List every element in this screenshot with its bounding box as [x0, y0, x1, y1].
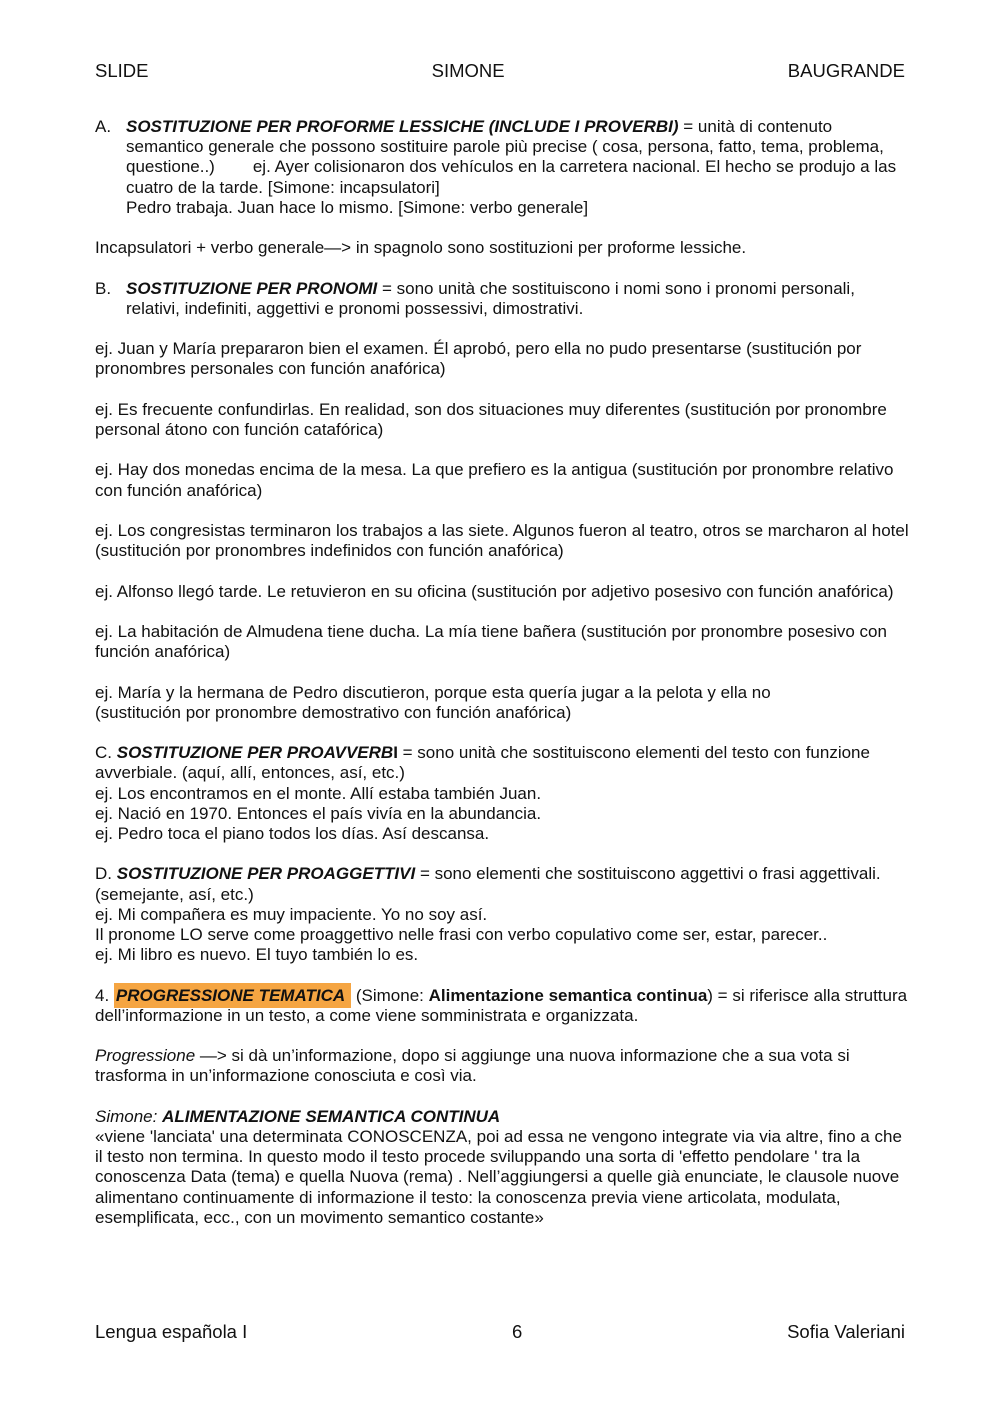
section-b-title: SOSTITUZIONE PER PRONOMI — [126, 278, 378, 298]
simone-quote-label: Simone: — [95, 1106, 163, 1126]
page-number: 6 — [512, 1321, 523, 1342]
section-a-text: = unità di contenuto semantico generale che possono sostituire parole più precise ( cosa, persona, fatto, tema, problema, questione..) — [126, 117, 884, 177]
section-b-marker: B. — [95, 278, 112, 298]
example-b3: ej. Hay dos monedas encima de la mesa. La que prefiero es la antigua (sustitución por pronombre relativo con función anafórica) — [95, 460, 894, 500]
section-c-marker: C. — [95, 743, 112, 763]
section-d-line-3: ej. Mi libro es nuevo. El tuyo también lo es. — [95, 945, 419, 965]
example-b4 — [95, 521, 910, 561]
footer-right: Sofia Valeriani — [787, 1321, 905, 1342]
example-b4-line1: ej. Los congresistas terminaron los trabajos a las siete. Algunos fueron al teatro, otros se marcharon al hotel — [95, 520, 909, 540]
section-a-line2: Pedro trabaja. Juan hace lo mismo. [Simone: verbo generale] — [126, 197, 589, 217]
section-d-line-1: ej. Mi compañera es muy impaciente. Yo no soy así. — [95, 904, 488, 924]
example-b1: ej. Juan y María prepararon bien el examen. Él aprobó, pero ella no pudo presentarse (sustitución por pronombres personales con función anafórica) — [95, 339, 862, 379]
example-b7-line2: (sustitución por pronombre demostrativo con función anafórica) — [95, 702, 572, 722]
page-header — [95, 60, 905, 82]
section-4-simone-bold: Alimentazione semantica continua — [428, 985, 708, 1005]
section-4-title-highlight: PROGRESSIONE TEMATICA — [114, 983, 351, 1008]
section-c — [95, 743, 910, 844]
example-b7 — [95, 683, 910, 723]
section-a — [95, 117, 910, 218]
section-b-text: = sono unità che sostituiscono i nomi sono i pronomi personali, relativi, indefiniti, aggettivi e pronomi possessivi, dimostrativi. — [126, 278, 855, 318]
section-c-example-2: ej. Nació en 1970. Entonces el país vivía en la abundancia. — [95, 803, 542, 823]
progressione-text: —> si dà un’informazione, dopo si aggiunge una nuova informazione che a sua vota si trasforma in un’informazione conosciuta e così via. — [95, 1046, 850, 1086]
section-d — [95, 864, 910, 965]
simone-quote-text: «viene 'lanciata' una determinata CONOSCENZA, poi ad essa ne vengono integrate via via altre, fino a che il testo non termina. In questo modo il testo procede sviluppando una sorta di 'effetto pendolare ' tra la conoscenza Data (tema) e quella Nuova (rema) . Nell’aggiungersi a quelle già enunciate, le clausole nuove alimentano continuamente di informazione il testo: la conoscenza previa viene articolata, modulata, esemplificata, ecc., con un movimento semantico costante» — [95, 1126, 902, 1227]
incapsulatori-note: Incapsulatori + verbo generale—> in spagnolo sono sostituzioni per proforme lessiche. — [95, 238, 747, 258]
header-right: BAUGRANDE — [787, 60, 905, 81]
example-b7-line1: ej. María y la hermana de Pedro discutieron, porque esta quería jugar a la pelota y ella no — [95, 682, 771, 702]
section-b — [95, 279, 910, 319]
section-4-text: ) = si riferisce alla struttura dell’informazione in un testo, a come viene somministrata e organizzata. — [95, 985, 908, 1025]
section-c-title: SOSTITUZIONE PER PROAVVERB — [116, 743, 394, 763]
simone-quote-title: ALIMENTAZIONE SEMANTICA CONTINUA — [162, 1106, 501, 1126]
section-c-text: = sono unità che sostituiscono elementi del testo con funzione avverbiale. (aquí, allí, entonces, así, etc.) — [95, 743, 870, 783]
example-b6: ej. La habitación de Almudena tiene ducha. La mía tiene bañera (sustitución por pronombre posesivo con función anafórica) — [95, 621, 887, 662]
section-4 — [95, 986, 910, 1026]
section-a-title: SOSTITUZIONE PER PROFORME LESSICHE (INCLUDE I PROVERBI) — [126, 117, 679, 136]
progressione-paragraph — [95, 1046, 910, 1086]
example-b5: ej. Alfonso llegó tarde. Le retuvieron en su oficina (sustitución por adjetivo posesivo con función anafórica) — [95, 581, 894, 601]
header-left: SLIDE — [95, 60, 149, 81]
section-4-number: 4. — [95, 985, 110, 1005]
section-c-title-tail: I — [393, 743, 398, 763]
section-c-example-3: ej. Pedro toca el piano todos los días. Así descansa. — [95, 823, 490, 843]
page-content — [95, 117, 910, 1248]
section-d-marker: D. — [95, 864, 112, 884]
section-d-line-2: Il pronome LO serve come proaggettivo nelle frasi con verbo copulativo come ser, estar, parecer.. — [95, 924, 828, 944]
progressione-term: Progressione — [95, 1046, 196, 1066]
section-4-simone-open: (Simone: — [355, 985, 429, 1005]
example-b4-line2: (sustitución por pronombres indefinidos con función anafórica) — [95, 541, 564, 561]
section-d-text: = sono elementi che sostituiscono aggettivi o frasi aggettivali.(semejante, así, etc.) — [95, 864, 881, 904]
example-b2: ej. Es frecuente confundirlas. En realidad, son dos situaciones muy diferentes (sustitución por pronombre personal átono con función catafórica) — [95, 399, 887, 439]
header-center: SIMONE — [431, 60, 505, 81]
page-footer — [95, 1321, 905, 1343]
simone-quote-block — [95, 1107, 910, 1228]
section-a-marker: A. — [95, 117, 112, 136]
section-d-title: SOSTITUZIONE PER PROAGGETTIVI — [116, 864, 416, 884]
footer-left: Lengua española I — [95, 1321, 248, 1342]
section-a-example: ej. Ayer colisionaron dos vehículos en la carretera nacional. El hecho se produjo a las cuatro de la tarde. [Simone: incapsulatori] — [126, 157, 897, 197]
section-c-example-1: ej. Los encontramos en el monte. Allí estaba también Juan. — [95, 783, 542, 803]
